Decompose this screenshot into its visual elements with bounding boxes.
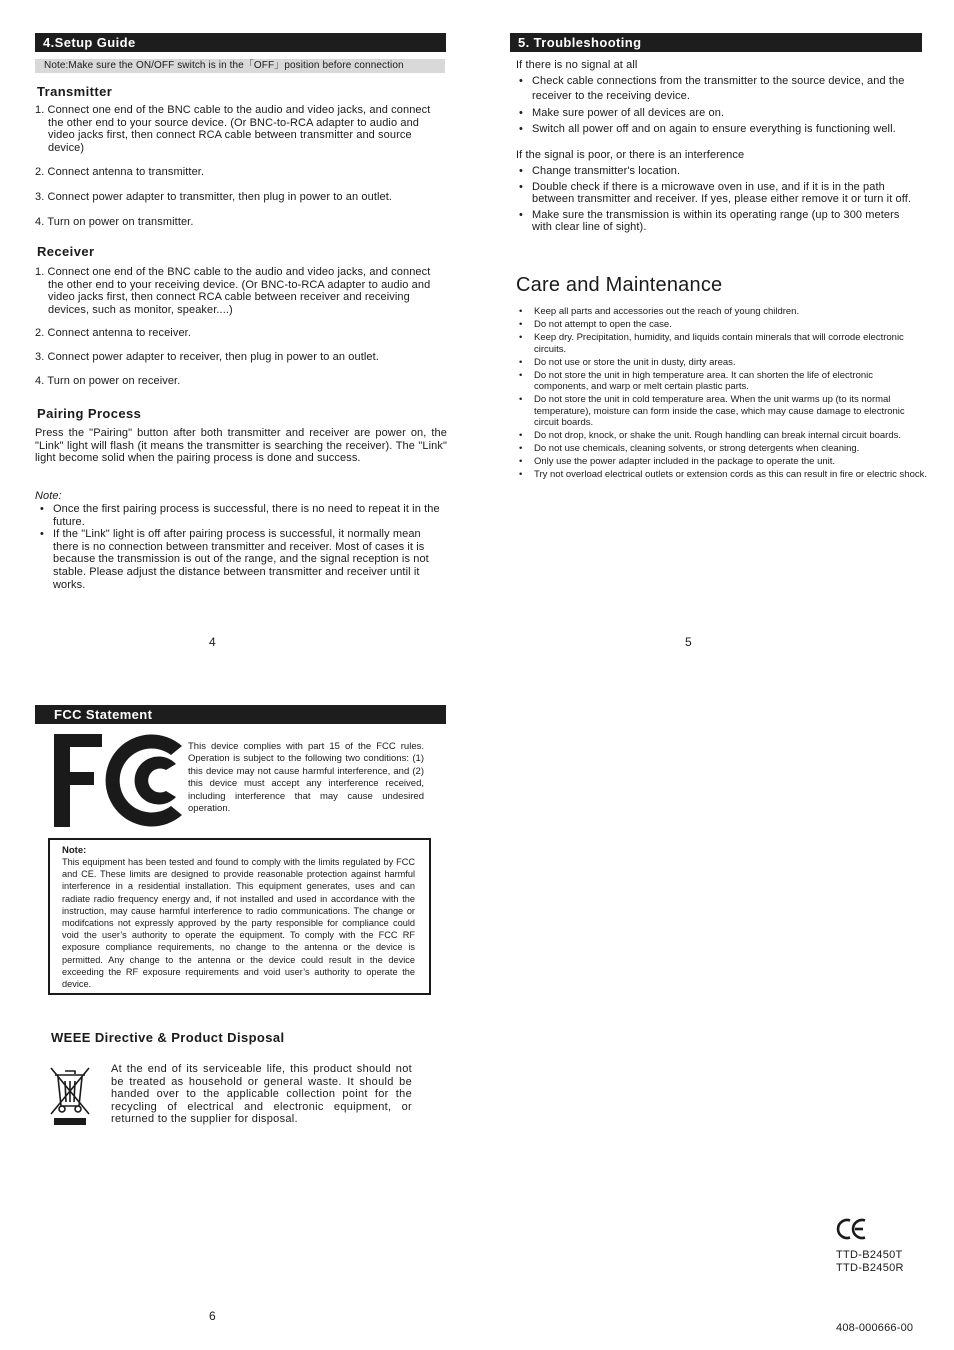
page-number-5: 5 — [685, 635, 692, 649]
receiver-step-3: 3. Connect power adapter to receiver, then plug in power to an outlet. — [35, 350, 379, 363]
weee-bin-icon — [48, 1066, 92, 1126]
model-number-receiver: TTD-B2450R — [836, 1261, 904, 1274]
care-item-6: • Do not store the unit in cold temperature area. When the unit warms up (to its normal temperature), moisture can form inside the case, which may cause damage to electronic circuit boards. — [516, 394, 928, 429]
care-item-9: • Only use the power adapter included in the package to operate the unit. — [516, 456, 928, 468]
page-number-4: 4 — [209, 635, 216, 649]
receiver-steps — [35, 266, 447, 387]
receiver-step-1: 1. Connect one end of the BNC cable to the audio and video jacks, and connect the other end to your receiving device. (Or BNC-to-RCA adapter to audio and video jacks first, then connect RCA cable between receiver and receiving devices, such as monitor, speaker....) — [35, 266, 431, 316]
troubleshooting-title-bar — [510, 33, 922, 52]
no-signal-item-3: • Switch all power off and on again to ensure everything is functioning well. — [516, 123, 922, 136]
care-item-1: • Keep all parts and accessories out the reach of young children. — [516, 306, 928, 318]
transmitter-step-4: 4. Turn on power on transmitter. — [35, 215, 194, 228]
care-item-7: • Do not drop, knock, or shake the unit. Rough handling can break internal circuit boards. — [516, 430, 928, 442]
fcc-statement-text: This device complies with part 15 of the FCC rules. Operation is subject to the following two conditions: (1) this device may not cause harmful interference, and (2) this device must accept any interference received, including interference that may cause undesired operation. — [188, 741, 424, 815]
transmitter-step-3: 3. Connect power adapter to transmitter, then plug in power to an outlet. — [35, 190, 393, 203]
pairing-heading: Pairing Process — [37, 406, 142, 421]
care-item-2: • Do not attempt to open the case. — [516, 319, 928, 331]
pairing-note-label: Note: — [35, 490, 62, 502]
troubleshooting-title: 5. Troubleshooting — [518, 35, 642, 50]
transmitter-step-1: 1. Connect one end of the BNC cable to the audio and video jacks, and connect the other end to your source device. (Or BNC-to-RCA adapter to audio and video jacks first, then connect RCA cable between transmitter and source device) — [35, 104, 431, 154]
care-item-5: • Do not store the unit in high temperature area. It can shorten the life of electronic components, and warp or melt certain plastic parts. — [516, 370, 928, 393]
fcc-title: FCC Statement — [54, 707, 153, 722]
model-numbers — [836, 1249, 904, 1274]
pairing-note-2: • If the "Link" light is off after pairing process is successful, it normally mean there is no connection between transmitter and receiver. Most of cases it is because the transmission is out of the range, and the signal reception is not stable. Please adjust the distance between transmitter and receiver until it works. — [37, 528, 445, 591]
receiver-step-4: 4. Turn on power on receiver. — [35, 374, 181, 387]
fcc-note-box — [48, 838, 431, 995]
pairing-text: Press the "Pairing" button after both transmitter and receiver are power on, the "Link" light will flash (it means the transmitter is searching the receiver). The "Link" light become solid when the pairing process is done and success. — [35, 427, 447, 465]
transmitter-step-2: 2. Connect antenna to transmitter. — [35, 166, 205, 179]
fcc-note-label: Note: — [62, 845, 87, 856]
transmitter-heading: Transmitter — [37, 84, 113, 99]
weee-heading: WEEE Directive & Product Disposal — [51, 1030, 285, 1045]
poor-signal-list — [516, 165, 922, 234]
poor-signal-item-2: • Double check if there is a microwave oven in use, and if it is in the path between transmitter and receiver. If yes, please either remove it or turn it off. — [516, 181, 922, 206]
no-signal-item-1: • Check cable connections from the transmitter to the source device, and the receiver to the receiving device. — [516, 74, 922, 104]
weee-text: At the end of its serviceable life, this product should not be treated as household or general waste. It should be handed over to the applicable collection point for the recycling of electrical and electronic equipment, or returned to the supplier for disposal. — [111, 1063, 412, 1126]
setup-guide-title-bar — [35, 33, 446, 52]
document-number: 408-000666-00 — [836, 1322, 914, 1334]
care-maintenance-title: Care and Maintenance — [516, 274, 723, 296]
pairing-note-1: • Once the first pairing process is successful, there is no need to repeat it in the future. — [37, 503, 445, 528]
care-list — [516, 306, 928, 481]
no-signal-intro: If there is no signal at all — [516, 59, 638, 71]
fcc-logo-icon — [54, 734, 184, 827]
poor-signal-item-3: • Make sure the transmission is within its operating range (up to 300 meters with clear line of sight). — [516, 209, 922, 234]
ce-mark-icon — [836, 1218, 868, 1240]
setup-guide-title: 4.Setup Guide — [43, 35, 136, 50]
page-number-6: 6 — [209, 1309, 216, 1323]
care-item-3: • Keep dry. Precipitation, humidity, and liquids contain minerals that will corrode electronic circuits. — [516, 332, 928, 355]
model-number-transmitter: TTD-B2450T — [836, 1249, 903, 1261]
pairing-notes — [37, 503, 445, 591]
no-signal-item-2: • Make sure power of all devices are on. — [516, 107, 922, 120]
switch-off-note: Note:Make sure the ON/OFF switch is in the「OFF」position before connection — [35, 59, 445, 73]
care-item-10: • Try not overload electrical outlets or extension cords as this can result in fire or electric shock. — [516, 469, 928, 481]
transmitter-steps — [35, 104, 447, 228]
poor-signal-item-1: • Change transmitter's location. — [516, 165, 922, 178]
no-signal-list — [516, 74, 922, 136]
receiver-step-2: 2. Connect antenna to receiver. — [35, 327, 191, 340]
receiver-heading: Receiver — [37, 244, 95, 259]
fcc-note-text: This equipment has been tested and found to comply with the limits regulated by FCC and CE. These limits are designed to provide reasonable protection against harmful interference in a residential installation. This equipment generates, uses and can radiate radio frequency energy and, if not installed and used in accordance with the instruction, may cause harmful interference to radio communications. The change or modifcations not expressly approved by the party responsible for compliance could void the user’s authority to operate the equipment. To comply with the FCC RF exposure compliance requirements, no change to the antenna or the device is permitted. Any change to the antenna or the device could result in the device exceeding the RF exposure requirements and void user’s authority to operate the device. — [62, 857, 415, 990]
care-item-4: • Do not use or store the unit in dusty, dirty areas. — [516, 357, 928, 369]
fcc-title-bar — [35, 705, 446, 724]
care-item-8: • Do not use chemicals, cleaning solvents, or strong detergents when cleaning. — [516, 443, 928, 455]
poor-signal-intro: If the signal is poor, or there is an interference — [516, 149, 745, 161]
